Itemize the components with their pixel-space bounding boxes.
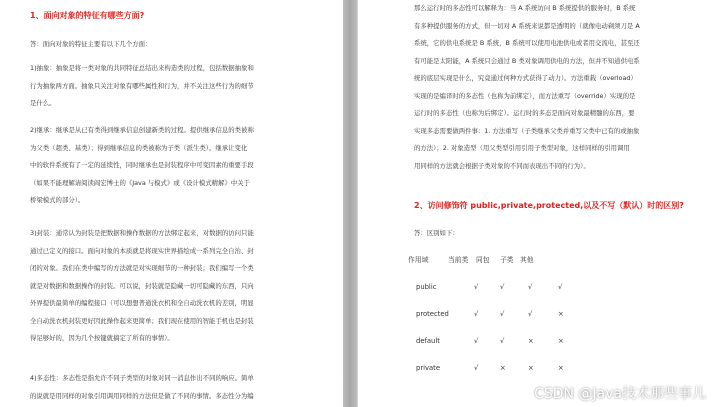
table-cell: √ (500, 310, 505, 318)
right-page (357, 0, 720, 407)
text-line: 就是对数据和数据操作的封装。可以说，封装就是隐藏一切可隐藏的东西，只向 (30, 281, 254, 290)
text-line: 那么运行时的多态性可以解释为：当 A 系统访问 B 系统提供的服务时，B 系统 (414, 4, 636, 12)
table-cell: √ (474, 337, 479, 345)
table-cell: √ (528, 283, 533, 291)
text-line: 外界提供最简单的编程接口（可以想想普通洗衣机和全自动洗衣机的差别，明显 (30, 299, 254, 307)
text-line: 答：区别如下： (414, 229, 459, 237)
table-header-cell: 当前类 (448, 256, 469, 264)
text-line: 为父类（超类、基类）；得到继承信息的类被称为子类（派生类）。继承让变化 (30, 143, 248, 152)
modifier-name: private (416, 364, 441, 372)
abstraction-paragraph (30, 60, 320, 113)
text-line: 有可能是太阳能，A 系统只会通过 B 类对象调用供电的方法，但并不知道供电系 (414, 56, 640, 65)
question-1-heading: 1、面向对象的特征有哪些方面? (30, 11, 145, 20)
table-cell: × (558, 364, 564, 372)
text-line: 全自动洗衣机封装更好因此操作起来更简单；我们现在使用的智能手机也是封装 (30, 316, 254, 325)
answer-intro (30, 36, 151, 54)
text-line: 有多种提供服务的方式，但一切对 A 系统来说都是透明的（就像电动剃须刀是 A (414, 21, 640, 30)
text-line: 得足够好的，因为几个按键就搞定了所有的事情）。 (30, 334, 174, 342)
text-line: 1)抽象：抽象是将一类对象的共同特征总结出来构造类的过程，包括数据抽象和 (30, 64, 254, 72)
table-cell: × (558, 310, 564, 318)
table-cell: √ (474, 283, 479, 291)
answer-label (414, 225, 459, 243)
table-header-cell: 同包 (476, 256, 490, 264)
text-line: 实现多态需要做两件事：1. 方法重写（子类继承父类并重写父类中已有的或抽象 (414, 126, 640, 135)
table-cell: × (528, 364, 534, 372)
table-header-cell: 子类 (500, 256, 514, 264)
table-cell: √ (558, 283, 563, 291)
page-gutter (343, 0, 357, 407)
text-line: 实现的是编译时的多态性（也称为前绑定），而方法重写（override）实现的是 (414, 91, 636, 100)
text-line: 系统，它的供电系统是 B 系统，B 系统可以使用电池供电或者用交流电，甚至还 (414, 39, 640, 47)
left-page (0, 0, 344, 407)
csdn-watermark: CSDN @Java技术那些事儿 (534, 386, 706, 402)
modifier-name: default (416, 337, 440, 345)
text-line: （如果不能理解请阅读阎宏博士的《Java 与模式》或《设计模式精解》中关于 (30, 178, 251, 187)
table-header-cell: 作用域 (408, 256, 429, 264)
polymorphism-continued-paragraph (414, 0, 714, 175)
text-line: 统的底层实现是什么，究竟通过何种方式获得了动力）。方法重载（overload） (414, 74, 637, 82)
text-line: 中的软件系统有了一定的延续性，同时继承也是封装程序中可变因素的重要手段 (30, 161, 254, 169)
table-cell: × (528, 337, 534, 345)
question-2-heading: 2、访问修饰符 public,private,protected,以及不写（默认）时的区别? (414, 201, 684, 210)
table-cell: × (558, 337, 564, 345)
text-line: 用同样的方法就会根据子类对象的不同而表现出不同的行为）。 (414, 161, 590, 170)
encapsulation-paragraph (30, 225, 320, 348)
text-line: 的说就是用同样的对象引用调用同样的方法但是做了不同的事情。多态性分为编 (30, 391, 254, 400)
text-line: 通过已定义的接口。面向对象的本质就是将现实世界描绘成一系列完全自治、封 (30, 246, 254, 255)
polymorphism-paragraph (30, 370, 320, 405)
table-cell: √ (528, 310, 533, 318)
text-line: 桥梁模式的部分）。 (30, 196, 85, 204)
text-line: 行为抽象两方面。抽象只关注对象有哪些属性和行为，并不关注这些行为的细节 (30, 81, 254, 90)
modifier-name: public (416, 283, 437, 291)
modifier-name: protected (416, 310, 449, 318)
table-cell: √ (500, 283, 505, 291)
table-cell: √ (474, 310, 479, 318)
table-header-cell: 其他 (520, 256, 534, 264)
table-cell: √ (500, 337, 505, 345)
text-line: 运行时的多态性（也称为后绑定）。运行时的多态是面向对象最精髓的东西，要 (414, 109, 635, 117)
text-line: 答：面向对象的特征主要有以下几个方面： (30, 40, 152, 48)
text-line: 是什么。 (30, 99, 56, 107)
table-cell: √ (474, 364, 479, 372)
text-line: 2)继承：继承是从已有类得到继承信息创建新类的过程。提供继承信息的类被称 (30, 126, 254, 134)
text-line: 3)封装：通常认为封装是把数据和操作数据的方法绑定起来，对数据的访问只能 (30, 229, 254, 237)
table-cell: × (500, 364, 506, 372)
text-line: 的方法）；2. 对象造型（用父类型引用引用子类型对象，这样同样的引用调用 (414, 144, 630, 152)
text-line: 闭的对象。我们在类中编写的方法就是对实现细节的一种封装；我们编写一个类 (30, 264, 254, 272)
inheritance-paragraph (30, 122, 320, 210)
text-line: 4)多态性：多态性是指允许不同子类型的对象对同一消息作出不同的响应。简单 (30, 374, 254, 382)
